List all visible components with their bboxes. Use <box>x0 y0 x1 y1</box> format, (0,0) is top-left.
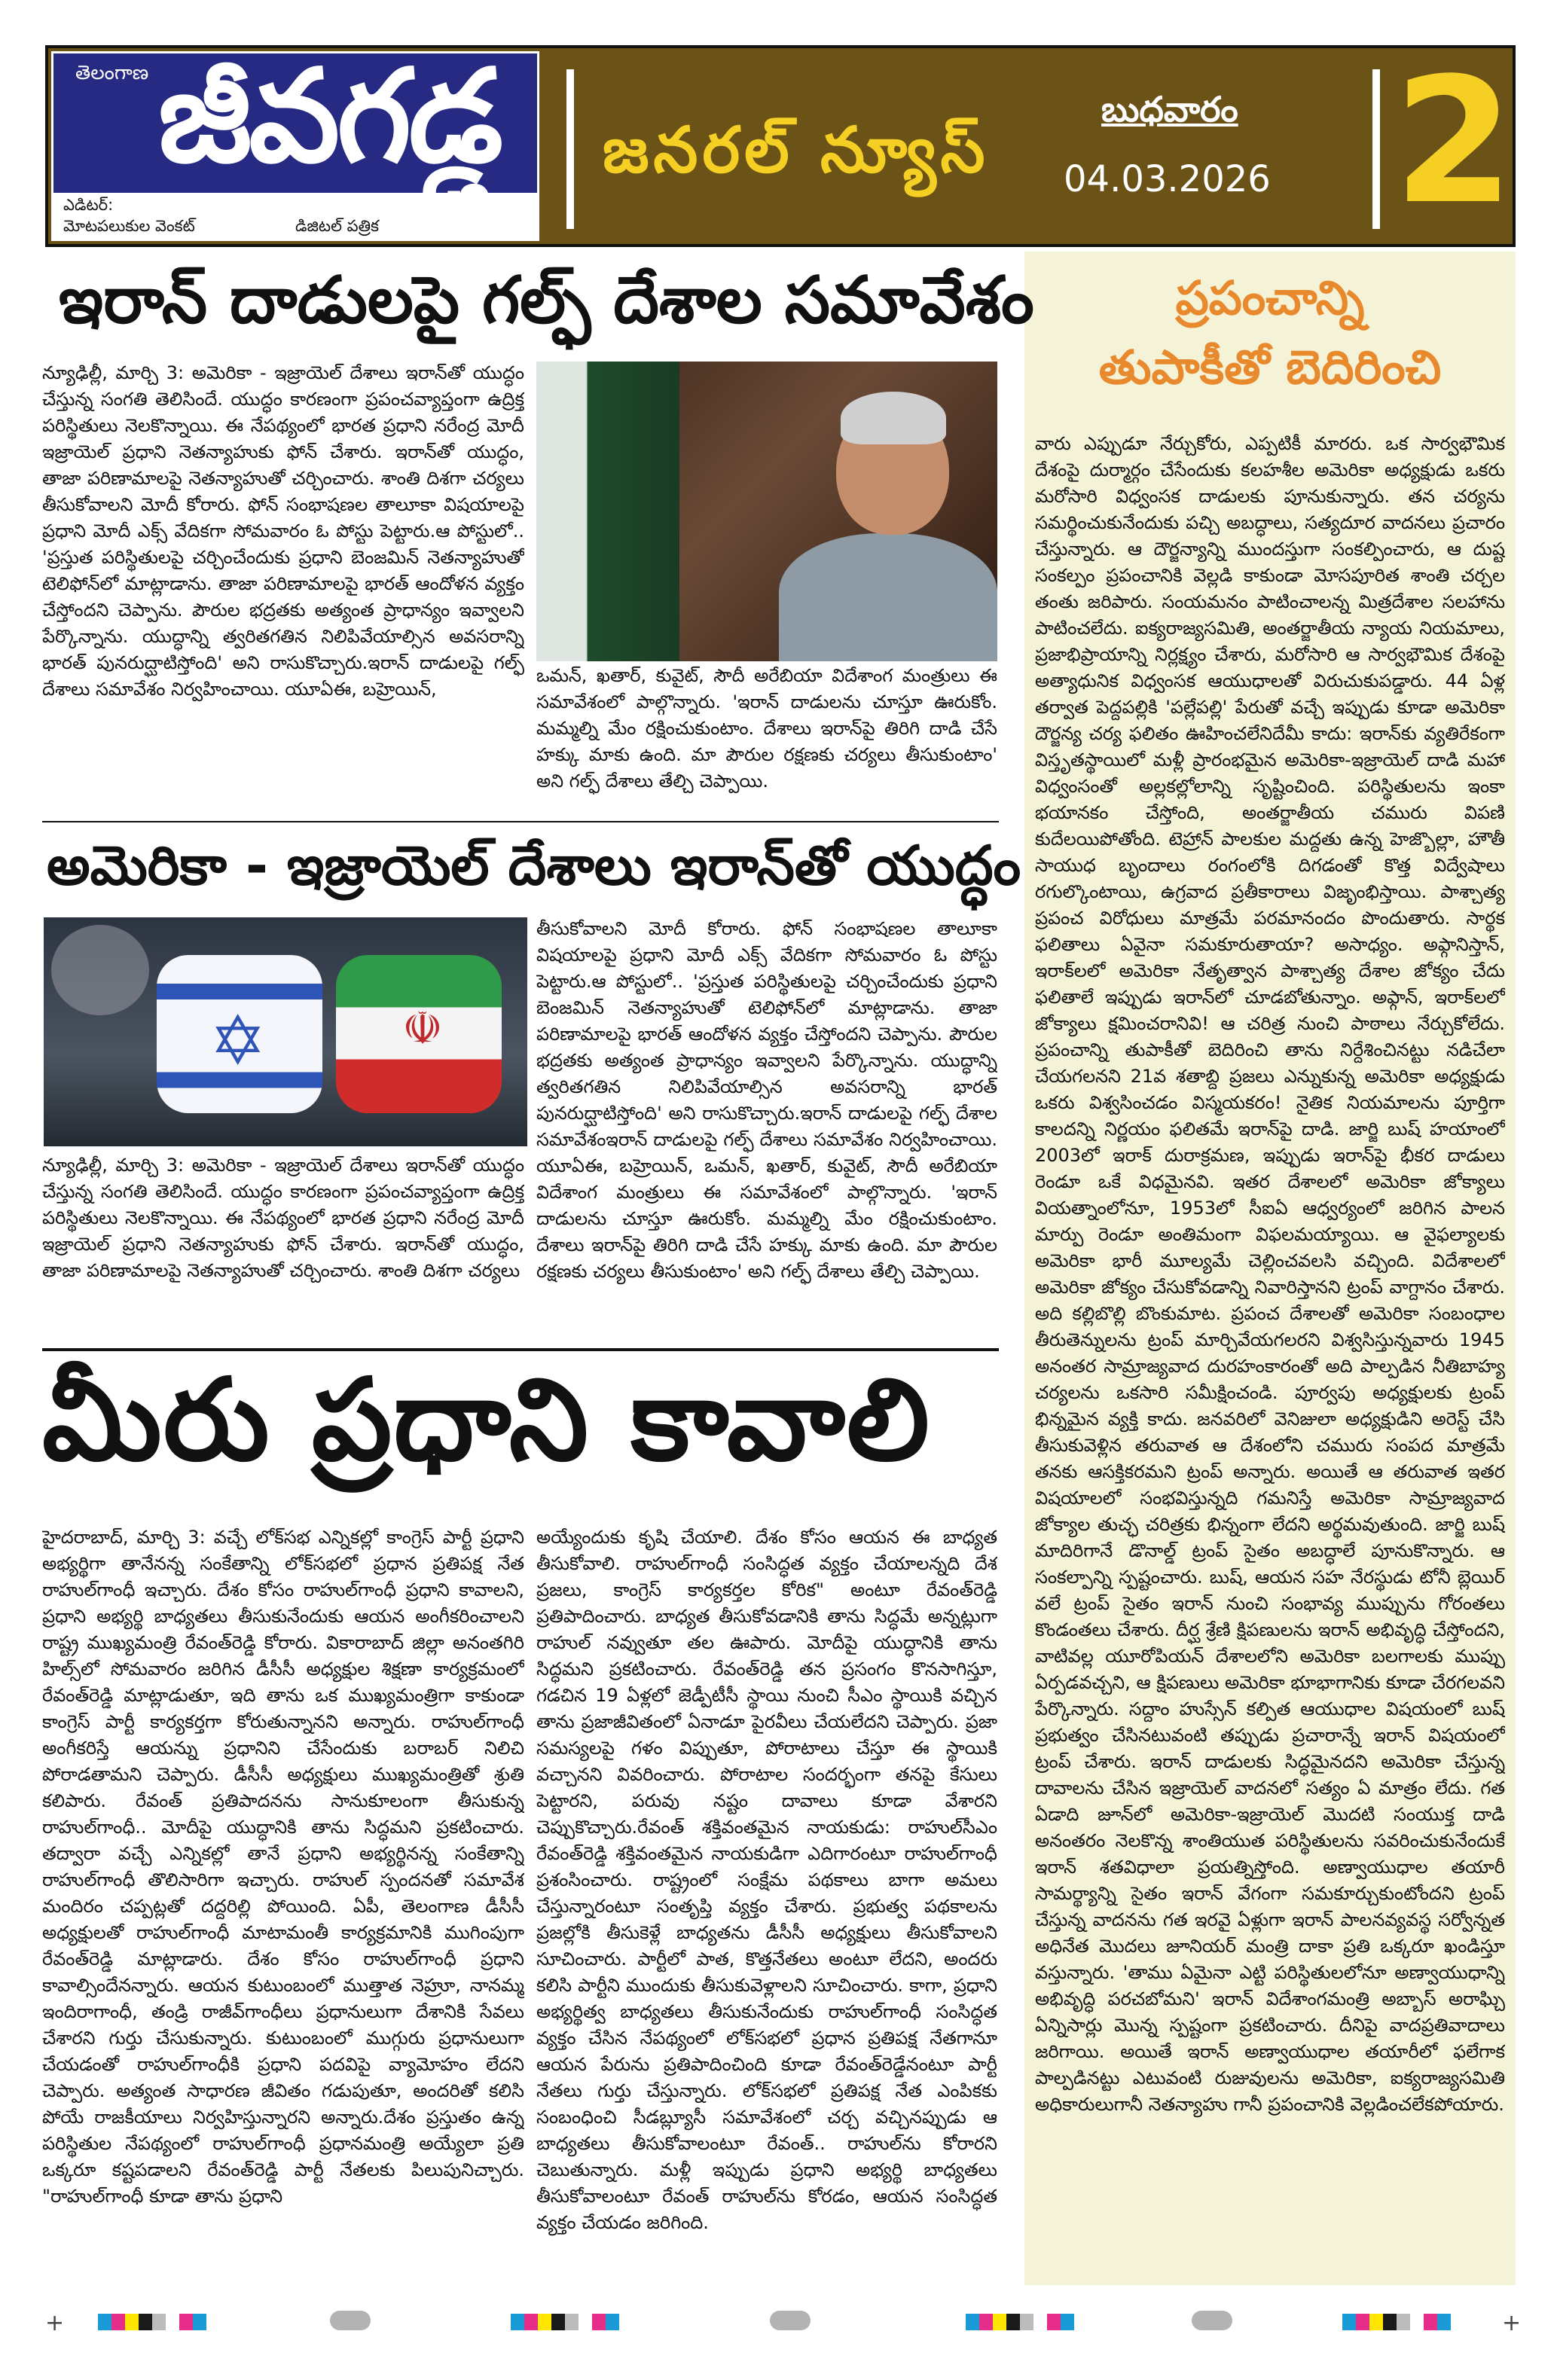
page-number: 2 <box>1394 41 1515 243</box>
calibration-swatch <box>1424 2314 1437 2330</box>
star-of-david-icon: ✡ <box>209 1002 267 1081</box>
calibration-swatch <box>139 2314 152 2330</box>
masthead-divider <box>566 69 574 229</box>
editor-label: ఎడిటర్: <box>63 196 114 214</box>
calibration-swatch <box>511 2314 524 2330</box>
calibration-swatch <box>179 2314 193 2330</box>
calibration-swatch <box>152 2314 166 2330</box>
calibration-swatch <box>1342 2314 1356 2330</box>
digital-edition-label: డిజిటల్ పత్రిక <box>295 217 379 235</box>
section-divider <box>42 821 999 822</box>
color-calibration-strip <box>98 2314 206 2330</box>
calibration-swatch <box>1006 2314 1020 2330</box>
calibration-swatch <box>606 2314 619 2330</box>
calibration-swatch <box>592 2314 606 2330</box>
editorial-body: వారు ఎప్పుడూ నేర్చుకోరు, ఎప్పటికీ మారరు. ఒక సార్వభౌమిక దేశంపై దుర్మార్గం చేసేందుకు కలహశీల అమెరికా అధ్యక్షుడు ఒకరు మరోసారి విధ్వంసక దాడులకు పూనుకున్నారు. తన చర్యను సమర్థించుకునేందుకు పచ్చి అబద్ధాలు, సత్యదూర వాదనలు ప్రచారం చేస్తున్నారు. ఆ దౌర్జన్యాన్ని ముందస్తుగా సంకల్పించారు, ఆ దుష్ట సంకల్పం ప్రపంచానికి వెల్లడి కాకుండా మోసపూరిత శాంతి చర్చల తంతు జరిపారు. సంయమనం పాటించాలన్న మిత్రదేశాల సలహాను పాటించలేదు. ఐక్యరాజ్యసమితి, అంతర్జాతీయ న్యాయ నియమాలు, ప్రజాభిప్రాయాన్ని నిర్లక్ష్యం చేశారు, మరోసారి ఆ సార్వభౌమిక దేశంపై అత్యాధునిక విధ్వంసక ఆయుధాలతో విరుచుకుపడ్డారు. 44 ఏళ్ల తర్వాత పెద్దపల్లికి 'పల్లేపల్లి' పేరుతో వచ్చే ఇప్పుడు కూడా అమెరికా దౌర్జన్య చర్య ఫలితం ఊహించలేనిదేమీ కాదు: ఇరాన్‌కు వ్యతిరేకంగా విస్తృతస్థాయిలో మళ్లీ ప్రారంభమైన అమెరికా-ఇజ్రాయెల్ దాడి మహా విధ్వంసంతో అల్లకల్లోలాన్ని సృష్టించింది. పరిస్థితులను ఇంకా భయానకం చేస్తోంది, అంతర్జాతీయ చమురు విపణి కుదేలయిపోతోంది. టెహ్రాన్ పాలకుల మద్దతు ఉన్న హెజ్బొల్లా, హౌతీ సాయుధ బృందాలు రంగంలోకి దిగడంతో కొత్త విద్వేషాలు రగుల్కొంటాయి, ఉగ్రవాద ప్రతీకారాలు విజృంభిస్తాయి. పాశ్చాత్య ప్రపంచ విరోధులు మాత్రమే పరమానందం పొందుతారు. సార్థక ఫలితాలు ఏవైనా సమకూరుతాయా? అసాధ్యం. అఫ్గానిస్తాన్, ఇరాక్‌లలో అమెరికా నేతృత్వాన పాశ్చాత్య దేశాల జోక్యం చేదు ఫలితాలే ఇప్పుడు ఇరాన్‌లో చూడబోతున్నాం. అఫ్గాన్, ఇరాక్‌లలో జోక్యాలు క్షమించరానివి! ఆ చరిత్ర నుంచి పాఠాలు నేర్చుకోలేదు. ప్రపంచాన్ని తుపాకీతో బెదిరించి తాను నిర్దేశించినట్టు నడిచేలా చేయగలనని 21వ శతాబ్ది ప్రజలు ఎన్నుకున్న అమెరికా అధ్యక్షుడు ఒకరు విశ్వసించడం విస్మయకరం! నైతిక నియమాలను పూర్తిగా కాలదన్ని నిర్ణయం ఫలితమే ఇరాన్‌పై దాడి. జార్జి బుష్ హయాంలో 2003లో ఇరాక్ దురాక్రమణ, ఇప్పుడు ఇరాన్‌పై భీకర దాడులు రెండూ ఒకే విధమైనవి. ఇతర దేశాలలో అమెరికా జోక్యాలు వియత్నాంలోనూ, 1953లో సీఐఏ ఆధ్వర్యంలో జరిగిన పాలన మార్పు రెండూ అంతిమంగా విఫలమయ్యాయి. ఆ వైఫల్యాలకు అమెరికా భారీ మూల్యమే చెల్లించవలసి వచ్చింది. విదేశాలలో అమెరికా జోక్యం చేసుకోవడాన్ని నివారిస్తానని ట్రంప్ వాగ్దానం చేశారు. అది కల్లిబొల్లి బొంకుమాట. ప్రపంచ దేశాలతో అమెరికా సంబంధాల తీరుతెన్నులను ట్రంప్ మార్చివేయగలరని విశ్వసిస్తున్నవారు 1945 అనంతర సామ్రాజ్యవాద దురహంకారంతో అది పాల్పడిన నీతిబాహ్య చర్యలను ఒకసారి సమీక్షించండి. పూర్వపు అధ్యక్షులకు ట్రంప్ భిన్నమైన వ్యక్తి కాదు. జనవరిలో వెనిజులా అధ్యక్షుడిని అరెస్ట్ చేసి తీసుకువెళ్లిన తరువాత ఆ దేశంలోని చమురు సంపద మాత్రమే తనకు ఆసక్తికరమని ట్రంప్ అన్నారు. అయితే ఆ తరువాత ఇతర విషయాలలో సంభవిస్తున్నది గమనిస్తే అమెరికా సామ్రాజ్యవాద జోక్యాల తుచ్ఛ చరిత్రకు భిన్నంగా లేదని అర్థమవుతుంది. జార్జి బుష్ మాదిరిగానే డొనాల్డ్ ట్రంప్ సైతం అబద్ధాలే పూనుకొన్నారు. ఆ సంకల్పాన్ని స్పష్టంచారు. బుష్, ఆయన సహ నేరస్థుడు టోనీ బ్లెయిర్ వలే ట్రంప్ సైతం ఇరాన్ నుంచి సంభావ్య ముప్పును గోరంతలు కొండంతలు చేశారు. దీర్ఘ శ్రేణి క్షిపణులను ఇరాన్ అభివృద్ధి చేస్తోందని, వాటివల్ల యూరోపియన్ దేశాలలోని అమెరికా బలగాలకు ముప్పు ఏర్పడవచ్చని, ఆ క్షిపణులు అమెరికా భూభాగానికు కూడా చేరగలవని పేర్కొన్నారు. సద్దాం హుస్సేన్ కల్పిత ఆయుధాల విషయంలో బుష్ ప్రభుత్వం చేసినటువంటి తప్పుడు ప్రచారాన్నే ఇరాన్ విషయంలో ట్రంప్ చేశారు. ఇరాన్ దాడులకు సిద్ధమైనదని అమెరికా చేస్తున్న దావాలను చేసిన ఇజ్రాయెల్ వాదనలో సత్యం ఏ మాత్రం లేదు. గత ఏడాది జూన్‌లో అమెరికా-ఇజ్రాయెల్ మొదటి సంయుక్త దాడి అనంతరం నెలకొన్న శాంతియుత పరిస్థితులను సవరించుకునేందుకే ఇరాన్ శతవిధాలా ప్రయత్నిస్తోంది. అణ్వాయుధాల తయారీ సామర్థ్యాన్ని సైతం ఇరాన్ వేగంగా సమకూర్చుకుంటోందని ట్రంప్ చేస్తున్న వాదనను గత ఇరవై ఏళ్లుగా ఇరాన్ పాలనవ్యవస్థ సర్వోన్నత అధినేత మొదలు జూనియర్ మంత్రి దాకా ప్రతి ఒక్కరూ ఖండిస్తూ వస్తున్నారు. 'తాము ఏమైనా ఎట్టి పరిస్థితులలోనూ అణ్వాయుధాన్ని అభివృద్ధి పరచబోమని' ఇరాన్ విదేశాంగమంత్రి అబ్బాస్ అరాఘ్చి ఏన్నిసార్లు మొన్న స్పష్టంగా ప్రకటించారు. దీనిపై వాదప్రతివాదాలు జరిగాయి. అయితే ఇరాన్ అణ్వాయుధాల తయారీలో ఫలేగాక పాల్పడినట్టు ఎటువంటి రుజువులను అమెరికా, ఐక్యరాజ్యసమితి అధికారులుగానీ నెతన్యాహు గానీ ప్రపంచానికి వెల్లడించలేకపోయారు. <box>1035 433 1505 2115</box>
section-title: జనరల్ న్యూస్ <box>603 113 990 187</box>
article-photo-minister[interactable] <box>536 362 997 661</box>
pakistan-flag-graphic <box>536 362 679 661</box>
smoke-graphic <box>51 925 149 1015</box>
calibration-swatch <box>1356 2314 1369 2330</box>
calibration-swatch <box>979 2314 993 2330</box>
issue-date: 04.03.2026 <box>1064 158 1271 200</box>
article-headline-war[interactable]: అమెరికా - ఇజ్రాయెల్ దేశాలు ఇరాన్‌తో యుద్ధం <box>47 834 1021 897</box>
article-body-column: అయ్యేందుకు కృషి చేయాలి. దేశం కోసం ఆయన ఈ బాధ్యత తీసుకోవాలి. రాహుల్‌గాంధీ సంసిద్ధత వ్యక్తం చేయాలన్నది దేశ ప్రజలు, కాంగ్రెస్ కార్యకర్తల కోరిక" అంటూ రేవంత్‌రెడ్డి ప్రతిపాదించారు. బాధ్యత తీసుకోవడానికి తాను సిద్ధమే అన్నట్లుగా రాహుల్ నవ్వుతూ తల ఊపారు. మోదీపై యుద్ధానికి తాను సిద్ధమని ప్రకటించారు. రేవంత్‌రెడ్డి తన ప్రసంగం కొనసాగిస్తూ, గడచిన 19 ఏళ్లలో జెడ్పీటీసీ స్థాయి నుంచి సీఎం స్థాయికి వచ్చిన తాను ప్రజాజీవితంలో ఏనాడూ పైరవీలు చేయలేదని చెప్పారు. ప్రజా సమస్యలపై గళం విప్పుతూ, పోరాటాలు చేస్తూ ఈ స్థాయికి వచ్చానని వివరించారు. పోరాటాల సందర్భంగా తనపై కేసులు పెట్టారని, పరువు నష్టం దావాలు కూడా వేశారని చెప్పుకొచ్చారు.రేవంత్ శక్తివంతమైన నాయకుడు: రాహుల్‌సీఎం రేవంత్‌రెడ్డి శక్తివంతమైన నాయకుడిగా ఎదిగారంటూ రాహుల్‌గాంధీ ప్రశంసించారు. రాష్ట్రంలో సంక్షేమ పథకాలు బాగా అమలు చేస్తున్నారంటూ సంతృప్తి వ్యక్తం చేశారు. ప్రభుత్వ పథకాలను ప్రజల్లోకి తీసుకెళ్లే బాధ్యతను డీసీసీ అధ్యక్షులు తీసుకోవాలని సూచించారు. పార్టీలో పాత, కొత్తనేతలు అంటూ లేదని, అందరు కలిసి పార్టీని ముందుకు తీసుకువెళ్లాలని సూచించారు. కాగా, ప్రధాని అభ్యర్థిత్వ బాధ్యతలు తీసుకునేందుకు రాహుల్‌గాంధీ సంసిద్ధత వ్యక్తం చేసిన నేపథ్యంలో లోక్‌సభలో ప్రధాన ప్రతిపక్ష నేతగానూ ఆయన పేరును ప్రతిపాదించింది కూడా రేవంత్‌రెడ్డేనంటూ పార్టీ నేతలు గుర్తు చేస్తున్నారు. లోక్‌సభలో ప్రతిపక్ష నేత ఎంపికకు సంబంధించి సీడబ్ల్యూసీ సమావేశంలో చర్చ వచ్చినప్పుడు ఆ బాధ్యతలు తీసుకోవాలంటూ రేవంత్.. రాహుల్‌ను కోరారని చెబుతున్నారు. మళ్లీ ఇప్పుడు ప్రధాని అభ్యర్థి బాధ్యతలు తీసుకోవాలంటూ రేవంత్ రాహుల్‌ను కోరడం, ఆయన సంసిద్ధత వ్యక్తం చేయడం జరిగింది. <box>536 1527 997 2233</box>
calibration-swatch <box>1410 2314 1424 2330</box>
article-photo-flag-fists[interactable] <box>44 917 527 1146</box>
grey-calibration-mark <box>1192 2311 1232 2330</box>
editor-name: మోటపలుకుల వెంకట్ <box>63 217 195 235</box>
logo-title: జీవగడ్డ <box>158 42 501 191</box>
editorial-headline-line: ప్రపంచాన్ని <box>1175 270 1365 325</box>
calibration-swatch <box>1047 2314 1061 2330</box>
grey-calibration-mark <box>770 2311 811 2330</box>
masthead-divider <box>1372 69 1380 229</box>
calibration-swatch <box>538 2314 551 2330</box>
registration-mark-icon: + <box>45 2310 65 2336</box>
editorial-headline-line: తుపాకీతో బెదిరించి <box>1098 340 1442 395</box>
calibration-swatch <box>98 2314 111 2330</box>
article-body-column: తీసుకోవాలని మోదీ కోరారు. ఫోన్ సంభాషణల తాలూకా విషయాలపై ప్రధాని మోదీ ఎక్స్ వేదికగా సోమవారం ఓ పోస్టు పెట్టారు.ఆ పోస్టులో.. 'ప్రస్తుత పరిస్థితులపై చర్చించేందుకు ప్రధాని బెంజమిన్ నెతన్యాహుతో టెలిఫోన్‌లో మాట్లాడాను. తాజా పరిణామాలపై భారత్ ఆందోళన వ్యక్తం చేస్తోందని చెప్పాను. పౌరుల భద్రతకు అత్యంత ప్రాధాన్యం ఇవ్వాలని పేర్కొన్నాను. యుద్ధాన్ని త్వరితగతిన నిలిపివేయాల్సిన అవసరాన్ని భారత్ పునరుద్ఘాటిస్తోంది' అని రాసుకొచ్చారు.ఇరాన్ దాడులపై గల్ఫ్ దేశాల సమావేశంఇరాన్ దాడులపై గల్ఫ్ దేశాలు సమావేశం నిర్వహించాయి. యూఏఈ, బహ్రెయిన్, ఒమన్, ఖతార్, కువైట్, సౌదీ అరేబియా విదేశాంగ మంత్రులు ఈ సమావేశంలో పాల్గొన్నారు. 'ఇరాన్ దాడులను చూస్తూ ఊరుకోం. మమ్మల్ని మేం రక్షించుకుంటాం. దేశాలు ఇరాన్‌పై తిరిగి దాడి చేసే హక్కు మాకు ఉంది. మా పౌరుల రక్షణకు చర్యలు తీసుకుంటాం' అని గల్ఫ్ దేశాలు తేల్చి చెప్పాయి. <box>536 918 997 1282</box>
article-headline-pm-candidate[interactable]: మీరు ప్రధాని కావాలి <box>42 1355 931 1486</box>
calibration-swatch <box>579 2314 592 2330</box>
calibration-swatch <box>551 2314 565 2330</box>
calibration-swatch <box>1437 2314 1451 2330</box>
color-calibration-strip <box>966 2314 1074 2330</box>
article-body-column: న్యూఢిల్లీ, మార్చి 3: అమెరికా - ఇజ్రాయెల్ దేశాలు ఇరాన్‌తో యుద్ధం చేస్తున్న సంగతి తెలిసిందే. యుద్ధం కారణంగా ప్రపంచవ్యాప్తంగా ఉద్రిక్త పరిస్థితులు నెలకొన్నాయి. ఈ నేపథ్యంలో భారత ప్రధాని నరేంద్ర మోదీ ఇజ్రాయెల్ ప్రధాని నెతన్యాహుకు ఫోన్ చేశారు. ఇరాన్‌తో యుద్ధం, తాజా పరిణామాలపై నెతన్యాహుతో చర్చించారు. శాంతి దిశగా చర్యలు తీసుకోవాలని మోదీ కోరారు. ఫోన్ సంభాషణల తాలూకా విషయాలపై ప్రధాని మోదీ ఎక్స్ వేదికగా సోమవారం ఓ పోస్టు పెట్టారు.ఆ పోస్టులో.. 'ప్రస్తుత పరిస్థితులపై చర్చించేందుకు ప్రధాని బెంజమిన్ నెతన్యాహుతో టెలిఫోన్‌లో మాట్లాడాను. తాజా పరిణామాలపై భారత్ ఆందోళన వ్యక్తం చేస్తోందని చెప్పాను. పౌరుల భద్రతకు అత్యంత ప్రాధాన్యం ఇవ్వాలని పేర్కొన్నాను. యుద్ధాన్ని త్వరితగతిన నిలిపివేయాల్సిన అవసరాన్ని భారత్ పునరుద్ఘాటిస్తోంది' అని రాసుకొచ్చారు.ఇరాన్ దాడులపై గల్ఫ్ దేశాలు సమావేశం నిర్వహించాయి. యూఏఈ, బహ్రెయిన్, <box>42 362 524 700</box>
editorial-headline[interactable] <box>1024 264 1516 402</box>
calibration-swatch <box>565 2314 579 2330</box>
grey-calibration-mark <box>330 2311 371 2330</box>
section-divider <box>42 1348 999 1351</box>
calibration-swatch <box>1033 2314 1047 2330</box>
calibration-swatch <box>524 2314 538 2330</box>
color-calibration-strip <box>511 2314 619 2330</box>
calibration-swatch <box>166 2314 179 2330</box>
registration-mark-icon: + <box>1502 2310 1522 2336</box>
person-hair-graphic <box>841 392 946 444</box>
article-headline-gulf-meeting[interactable]: ఇరాన్ దాడులపై గల్ఫ్ దేశాల సమావేశం <box>59 263 1034 338</box>
calibration-swatch <box>1369 2314 1383 2330</box>
calibration-swatch <box>125 2314 139 2330</box>
calibration-swatch <box>1061 2314 1074 2330</box>
person-suit-graphic <box>779 533 997 661</box>
iran-emblem-icon: ☫ <box>402 1002 443 1055</box>
calibration-swatch <box>193 2314 206 2330</box>
article-body-column: న్యూఢిల్లీ, మార్చి 3: అమెరికా - ఇజ్రాయెల్ దేశాలు ఇరాన్‌తో యుద్ధం చేస్తున్న సంగతి తెలిసిందే. యుద్ధం కారణంగా ప్రపంచవ్యాప్తంగా ఉద్రిక్త పరిస్థితులు నెలకొన్నాయి. ఈ నేపథ్యంలో భారత ప్రధాని నరేంద్ర మోదీ ఇజ్రాయెల్ ప్రధాని నెతన్యాహుకు ఫోన్ చేశారు. ఇరాన్‌తో యుద్ధం, తాజా పరిణామాలపై నెతన్యాహుతో చర్చించారు. శాంతి దిశగా చర్యలు <box>42 1155 524 1281</box>
calibration-swatch <box>111 2314 125 2330</box>
article-body-column: హైదరాబాద్, మార్చి 3: వచ్చే లోక్‌సభ ఎన్నికల్లో కాంగ్రెస్ పార్టీ ప్రధాని అభ్యర్థిగా తానేనన్న సంకేతాన్ని లోక్‌సభలో ప్రధాన ప్రతిపక్ష నేత రాహుల్‌గాంధీ ఇచ్చారు. దేశం కోసం రాహుల్‌గాంధీ ప్రధాని కావాలని, ప్రధాని అభ్యర్థి బాధ్యతలు తీసుకునేందుకు ఆయన అంగీకరించాలని రాష్ట్ర ముఖ్యమంత్రి రేవంత్‌రెడ్డి కోరారు. వికారాబాద్ జిల్లా అనంతగిరి హిల్స్‌లో సోమవారం జరిగిన డీసీసీ అధ్యక్షుల శిక్షణా కార్యక్రమంలో రేవంత్‌రెడ్డి మాట్లాడుతూ, ఇది తాను ఒక ముఖ్యమంత్రిగా కాకుండా కాంగ్రెస్ పార్టీ కార్యకర్తగా కోరుతున్నానని అన్నారు. రాహుల్‌గాంధీ అంగీకరిస్తే ఆయన్ను ప్రధానిని చేసేందుకు బరాబర్ నిలిచి పోరాడతామని చెప్పారు. డీసీసీ అధ్యక్షులు ముఖ్యమంత్రితో శ్రుతి కలిపారు. రేవంత్ ప్రతిపాదనను సానుకూలంగా తీసుకున్న రాహుల్‌గాంధీ.. మోదీపై యుద్ధానికి తాను సిద్ధమని ప్రకటించారు. తద్వారా వచ్చే ఎన్నికల్లో తానే ప్రధాని అభ్యర్థినన్న సంకేతాన్ని రాహుల్‌గాంధీ తొలిసారిగా ఇచ్చారు. రాహుల్ స్పందనతో సమావేశ మందిరం చప్పట్లతో దద్దరిల్లి పోయింది. ఏపీ, తెలంగాణ డీసీసీ అధ్యక్షులతో రాహుల్‌గాంధీ మాటామంతీ కార్యక్రమానికి ముగింపుగా రేవంత్‌రెడ్డి మాట్లాడారు. దేశం కోసం రాహుల్‌గాంధీ ప్రధాని కావాల్సిందేనన్నారు. ఆయన కుటుంబంలో ముత్తాత నెహ్రూ, నానమ్మ ఇందిరాగాంధీ, తండ్రి రాజీవ్‌గాంధీలు ప్రధానులుగా దేశానికి సేవలు చేశారని గుర్తు చేసుకున్నారు. కుటుంబంలో ముగ్గురు ప్రధానులుగా చేయడంతో రాహుల్‌గాంధీకి ప్రధాని పదవిపై వ్యామోహం లేదని చెప్పారు. అత్యంత సాధారణ జీవితం గడుపుతూ, అందరితో కలిసి పోయే రాజకీయాలు నిర్వహిస్తున్నారని అన్నారు.దేశం ప్రస్తుతం ఉన్న పరిస్థితుల నేపథ్యంలో రాహుల్‌గాంధీ ప్రధానమంత్రి అయ్యేలా ప్రతి ఒక్కరూ కష్టపడాలని రేవంత్‌రెడ్డి పార్టీ నేతలకు పిలుపునిచ్చారు. "రాహుల్‌గాంధీ కూడా తాను ప్రధాని <box>42 1527 524 2207</box>
color-calibration-strip <box>1342 2314 1451 2330</box>
calibration-swatch <box>966 2314 979 2330</box>
calibration-swatch <box>1020 2314 1033 2330</box>
article-body-column: ఒమన్, ఖతార్, కువైట్, సౌదీ అరేబియా విదేశాంగ మంత్రులు ఈ సమావేశంలో పాల్గొన్నారు. 'ఇరాన్ దాడులను చూస్తూ ఊరుకోం. మమ్మల్ని మేం రక్షించుకుంటాం. దేశాలు ఇరాన్‌పై తిరిగి దాడి చేసే హక్కు మాకు ఉంది. మా పౌరుల రక్షణకు చర్యలు తీసుకుంటాం' అని గల్ఫ్ దేశాలు తేల్చి చెప్పాయి. <box>536 665 997 792</box>
calibration-swatch <box>993 2314 1006 2330</box>
calibration-swatch <box>1397 2314 1410 2330</box>
calibration-swatch <box>1383 2314 1397 2330</box>
logo-state-label: తెలంగాణ <box>75 62 149 84</box>
weekday-label: బుధవారం <box>1101 89 1238 130</box>
